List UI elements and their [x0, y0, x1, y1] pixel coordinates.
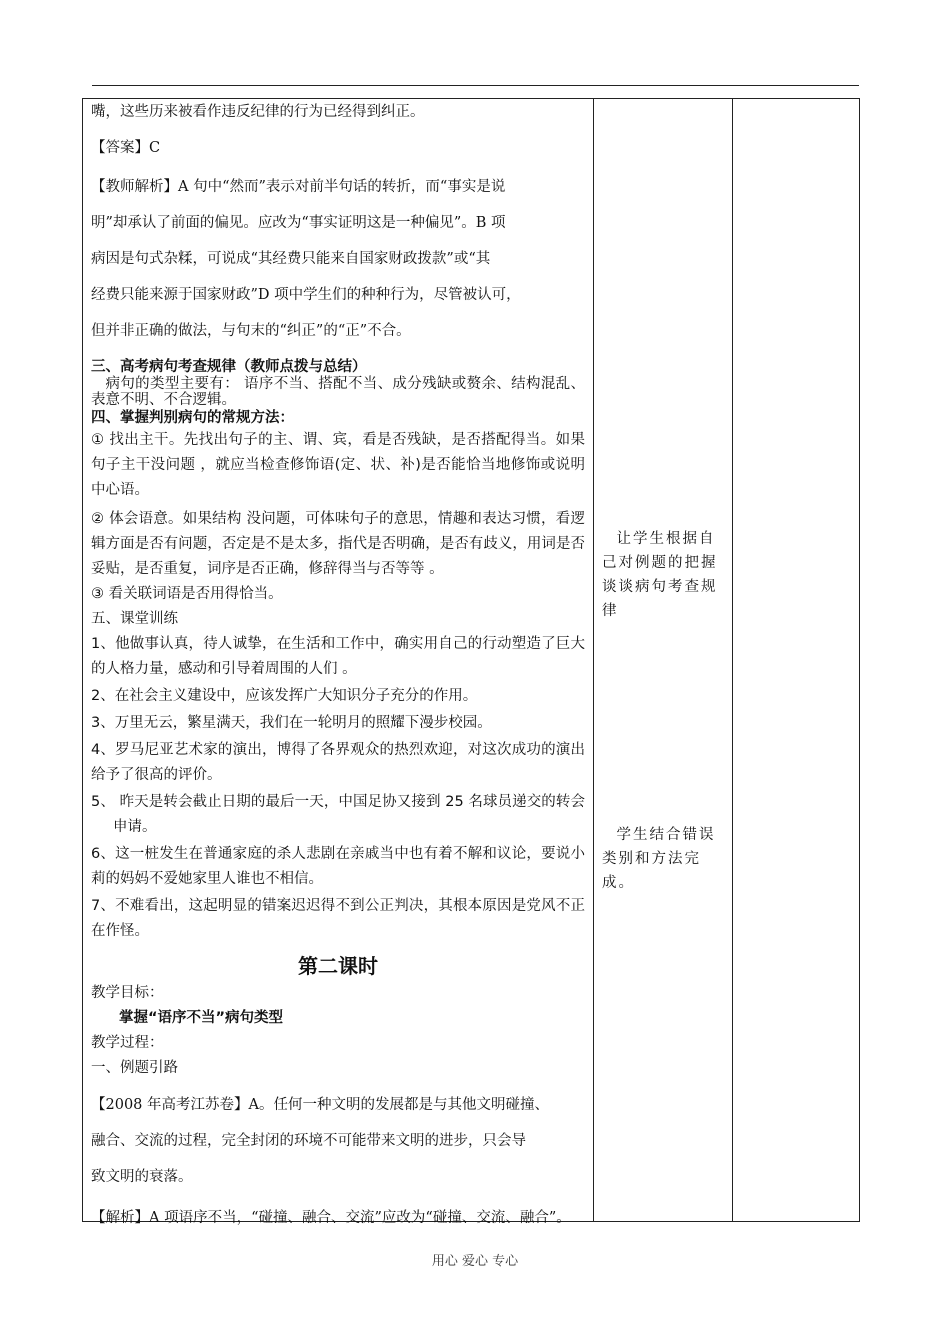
step-heading: 一、例题引路 — [91, 1060, 178, 1076]
analysis-line: 但并非正确的做法，与句末的“纠正”的“正”不合。 — [91, 323, 411, 339]
analysis-line: 【教师解析】A 句中“然而”表示对前半句话的转折，而“事实是说 — [91, 179, 506, 195]
header-rule — [92, 85, 859, 86]
exercise-item: 5、 昨天是转会截止日期的最后一天，中国足协又接到 25 名球员递交的转会申请。 — [91, 794, 585, 835]
method-item: ① 找出主干。先找出句子的主、谓、宾，看是否残缺，是否搭配得当。如果句子主干没问题 ，就应当检查修饰语(定、状、补)是否能恰当地修饰或说明中心语。 — [91, 432, 585, 498]
answer-line: 【答案】C — [91, 140, 161, 156]
goal-label: 教学目标： — [91, 985, 164, 1001]
page-footer: 用心 爱心 专心 — [431, 1254, 519, 1269]
question-line: 致文明的衰落。 — [91, 1169, 193, 1185]
empty-column — [733, 99, 860, 1222]
section-heading: 三、高考病句考查规律（教师点拨与总结） — [91, 359, 367, 375]
lesson-table — [82, 98, 860, 1226]
side-note: 让学生根据自己对例题的把握谈谈病句考查规律 — [602, 531, 718, 619]
analysis-line: 明”却承认了前面的偏见。应改为“事实证明这是一种偏见”。B 项 — [91, 215, 506, 231]
question-line: 融合、交流的过程，完全封闭的环境不可能带来文明的进步，只会导 — [91, 1133, 526, 1149]
analysis-line: 经费只能来源于国家财政”D 项中学生们的种种行为，尽管被认可， — [91, 287, 521, 303]
analysis-line: 病因是句式杂糅，可说成“其经费只能来自国家财政拨款”或“其 — [91, 251, 491, 267]
method-item: ③ 看关联词语是否用得恰当。 — [91, 586, 283, 602]
exercise-item: 7、不难看出，这起明显的错案迟迟得不到公正判决，其根本原因是党风不正在作怪。 — [91, 898, 585, 939]
section-heading: 五、课堂训练 — [91, 611, 178, 627]
side-note: 学生结合错误类别和方法完成。 — [602, 827, 716, 891]
exercise-item: 4、罗马尼亚艺术家的演出，博得了各界观众的热烈欢迎，对这次成功的演出给予了很高的评价。 — [91, 742, 585, 783]
exercise-item: 1、他做事认真，待人诚挚，在生活和工作中，确实用自己的行动塑造了巨大的人格力量，感动和引导着周围的人们 。 — [91, 636, 585, 677]
paragraph: 病句的类型主要有： 语序不当、搭配不当、成分残缺或赘余、结构混乱、表意不明、不合逻辑。 — [91, 376, 585, 408]
exercise-item: 3、万里无云，繁星满天，我们在一轮明月的照耀下漫步校园。 — [91, 715, 492, 731]
notes-column — [594, 99, 733, 1222]
section-heading: 四、掌握判别病句的常规方法： — [91, 410, 294, 426]
exercise-item: 2、在社会主义建设中，应该发挥广大知识分子充分的作用。 — [91, 688, 478, 704]
solution-text: 【解析】A 项语序不当，“碰撞、融合、交流”应改为“碰撞、交流、融合”。 — [91, 1210, 571, 1226]
goal-text: 掌握“语序不当”病句类型 — [119, 1010, 284, 1026]
content-column — [83, 99, 594, 1226]
process-label: 教学过程： — [91, 1035, 164, 1051]
method-item: ② 体会语意。如果结构 没问题，可体味句子的意思，情趣和表达习惯，看逻辑方面是否有问题，否定是不是太多，指代是否明确，是否有歧义，用词是否妥贴，是否重复，词序是否正确，修辞得当与否等等 。 — [91, 511, 585, 577]
exercise-item: 6、这一桩发生在普通家庭的杀人悲剧在亲戚当中也有着不解和议论，要说小莉的妈妈不爱她家里人谁也不相信。 — [91, 846, 585, 887]
text-line: 嘴，这些历来被看作违反纪律的行为已经得到纠正。 — [91, 104, 425, 120]
lesson-title: 第二课时 — [298, 954, 378, 978]
question-line: 【2008 年高考江苏卷】A。任何一种文明的发展都是与其他文明碰撞、 — [91, 1097, 549, 1113]
